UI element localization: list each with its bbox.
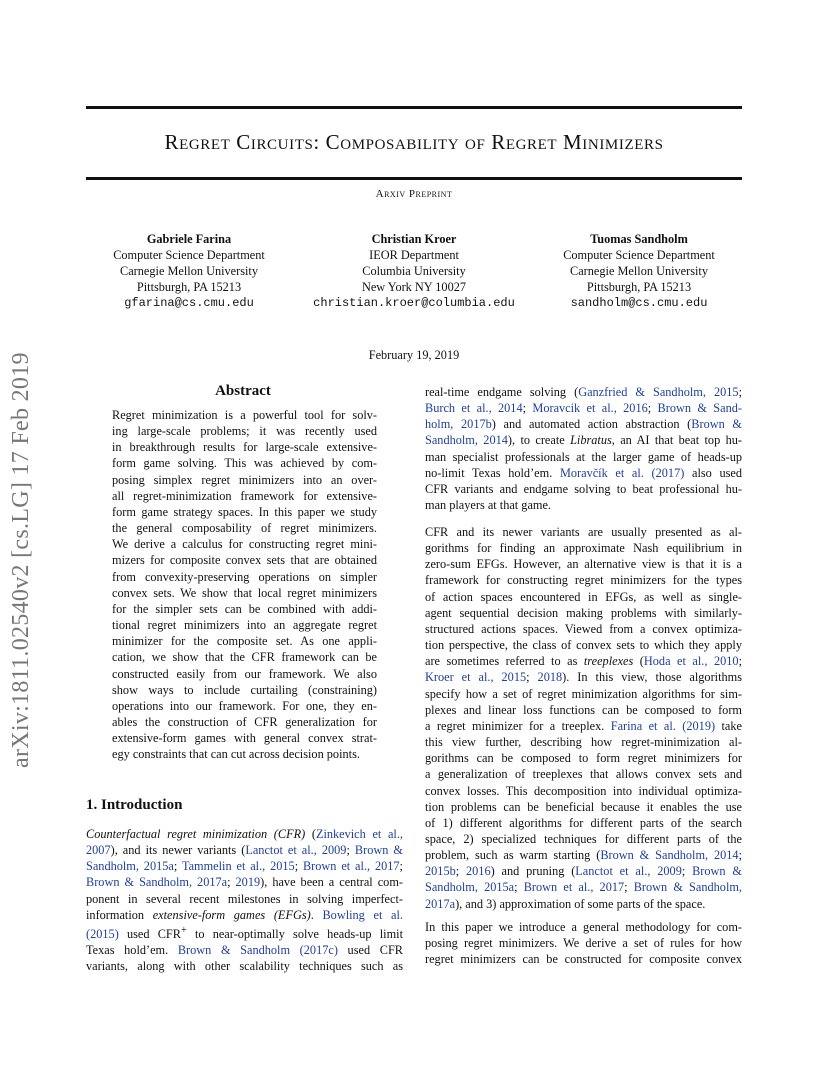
text-line: are sometimes referred to as treeplexes (Hoda et al., 2010; — [425, 654, 742, 669]
citation-link[interactable]: 2015b — [425, 864, 456, 879]
author-university: Carnegie Mellon University — [570, 264, 708, 278]
text-line: framework for constructing regret minimizers for the types — [425, 573, 742, 588]
citation-link[interactable]: Ganzfried & Sandholm, 2015 — [578, 385, 739, 399]
text-line: Brown & Sandholm, 2017a; 2019), have been a central com- — [86, 875, 403, 890]
text-line: posing simplex regret minimizers into an over- — [112, 472, 377, 487]
citation-link[interactable]: 2007 — [86, 843, 111, 858]
citation-link[interactable]: Sandholm, 2014 — [425, 433, 508, 448]
text-line: Texas hold’em. Brown & Sandholm (2017c) used CFR — [86, 943, 403, 958]
text-line: regret minimizers can be constructed for composite convex — [425, 952, 742, 967]
text-line: form game solving. This was achieved by com- — [112, 456, 377, 471]
text-line: 2017a), and 3) approximation of some parts of the space. — [425, 896, 706, 911]
citation-link[interactable]: Tammelin et al., 2015 — [181, 859, 295, 874]
author-name: Tuomas Sandholm — [590, 232, 688, 246]
introduction-heading: 1. Introduction — [86, 797, 183, 813]
author-email[interactable]: christian.kroer@columbia.edu — [313, 296, 515, 310]
text-line: In this paper we introduce a general methodology for com- — [425, 920, 742, 934]
text-line: CFR variants and endgame solving to beat professional hu- — [425, 481, 742, 496]
citation-link[interactable]: Zinkevich et al., — [315, 827, 403, 841]
author-email[interactable]: sandholm@cs.cmu.edu — [570, 296, 708, 310]
text-line: minimizer for the composite set. As one appli- — [112, 634, 377, 649]
text-line: 2015b; 2016) and pruning (Lanctot et al., 2009; Brown & — [425, 864, 742, 879]
text-line: extensive-form games with general convex strat- — [112, 731, 377, 746]
citation-link[interactable]: Sandholm, 2015a — [425, 880, 515, 895]
citation-link[interactable]: Sandholm, 2015a — [86, 859, 174, 874]
text-line: (2015) used CFR+ to near-optimally solve heads-up limit — [86, 924, 403, 942]
citation-link[interactable]: Brown et al., 2017 — [523, 880, 625, 895]
citation-link[interactable]: Brown et al., 2017 — [302, 859, 400, 874]
preprint-label: Arxiv Preprint — [375, 188, 453, 200]
text-line: ing large-scale problems; it was recently used — [112, 424, 377, 439]
text-line: cation, we show that the CFR framework can be — [112, 650, 377, 665]
author-city: Pittsburgh, PA 15213 — [586, 280, 692, 294]
citation-link[interactable]: Lanctot et al., 2009 — [245, 843, 347, 858]
text-line: Counterfactual regret minimization (CFR) (Zinkevich et al., — [86, 827, 403, 841]
top-rule — [86, 106, 742, 109]
abstract-body — [112, 407, 377, 762]
author-block-1 — [96, 231, 282, 311]
text-line: Sandholm, 2014), to create Libratus, an AI that beat top hu- — [425, 433, 742, 448]
text-line: tional regret minimizers into an aggregate regret — [112, 618, 377, 633]
citation-link[interactable]: Brown & Sandholm, — [633, 880, 742, 895]
citation-link[interactable]: Burch et al., 2014 — [425, 401, 523, 416]
text-line: Regret minimization is a powerful tool for solv- — [112, 408, 377, 422]
text-line: man players at that game. — [425, 498, 551, 513]
text-line: Sandholm, 2015a; Tammelin et al., 2015; Brown et al., 2017; — [86, 859, 403, 874]
citation-link[interactable]: 2017a — [425, 896, 456, 911]
paper-title: Regret Circuits: Composability of Regret Minimizers — [164, 130, 664, 154]
title-bottom-rule — [86, 177, 742, 180]
text-line: of action spaces encountered in EFGs, as well as single- — [425, 589, 742, 604]
text-line: holm, 2017b) and automated action abstraction (Brown & — [425, 417, 742, 432]
text-line: convex sets. We show that local regret minimizers — [112, 585, 377, 600]
citation-link[interactable]: 2019 — [235, 875, 261, 890]
author-name: Gabriele Farina — [146, 232, 232, 246]
text-line: a regret minimizer for a treeplex. Farina et al. (2019) take — [425, 718, 742, 733]
text-line: Kroer et al., 2015; 2018). In this view, those algorithms — [425, 670, 742, 685]
citation-link[interactable]: Bowling et al. — [322, 907, 403, 922]
text-line: real-time endgame solving (Ganzfried & Sandholm, 2015; — [425, 385, 742, 399]
text-line: variants, along with other scalability techniques such as — [86, 959, 403, 974]
introduction-paragraph — [86, 826, 403, 975]
abstract-heading: Abstract — [215, 383, 271, 399]
author-email[interactable]: gfarina@cs.cmu.edu — [124, 296, 254, 310]
text-line: operations into our framework. For one, they en- — [112, 698, 377, 713]
author-city: Pittsburgh, PA 15213 — [136, 280, 242, 294]
right-column-paragraph-3 — [425, 919, 742, 967]
citation-link[interactable]: Brown & — [691, 417, 742, 432]
author-city: New York NY 10027 — [361, 280, 467, 294]
text-line: posing regret minimizers. We derive a set of rules for how — [425, 936, 742, 951]
citation-link[interactable]: 2016 — [466, 864, 491, 879]
text-line: in breakthrough results for large-scale extensive- — [112, 440, 377, 455]
citation-link[interactable]: holm, 2017b — [425, 417, 492, 432]
text-line: zero-sum EFGs. However, an alternative view is that it is a — [425, 557, 742, 572]
text-line: agent sequential decision making problems with similarly- — [425, 605, 742, 620]
right-column-paragraph-2 — [425, 524, 742, 912]
text-line: convex losses. This decomposition into individual optimiza- — [425, 783, 742, 798]
citation-link[interactable]: Lanctot et al., 2009 — [575, 864, 682, 879]
author-department: IEOR Department — [369, 248, 459, 262]
citation-link[interactable]: Brown & Sand- — [657, 401, 742, 416]
text-line: ables the construction of CFR generalization for — [112, 714, 377, 729]
author-block-3 — [546, 231, 732, 311]
text-line: a generalization of treeplexes that allows convex sets and — [425, 767, 742, 782]
text-line: form game strategy spaces. In this paper we study — [112, 504, 377, 519]
text-line: We derive a calculus for constructing regret mini- — [112, 537, 377, 552]
text-line: CFR and its newer variants are usually presented as al- — [425, 525, 742, 539]
text-line: this view further, describing how regret-minimization al- — [425, 735, 742, 750]
text-line: egy constraints that can cut across decision points. — [112, 747, 360, 762]
text-line: man specialist professionals at the larger game of heads-up — [425, 449, 742, 464]
text-line: all regret-minimization framework for extensive- — [112, 488, 377, 503]
citation-link[interactable]: Brown & — [354, 843, 403, 858]
text-line: 2007), and its newer variants (Lanctot et al., 2009; Brown & — [86, 843, 403, 858]
text-line: problem, such as warm starting (Brown & Sandholm, 2014; — [425, 848, 743, 863]
author-university: Carnegie Mellon University — [120, 264, 258, 278]
citation-link[interactable]: Moravcik et al., 2016 — [532, 401, 648, 416]
text-line: show ways to include curtailing (constraining) — [112, 682, 377, 697]
text-line: plexes and linear loss functions can be composed to form — [425, 702, 742, 717]
text-line: no-limit Texas hold’em. Moravčík et al. (2017) also used — [425, 465, 742, 480]
text-line: Sandholm, 2015a; Brown et al., 2017; Brown & Sandholm, — [425, 880, 742, 895]
citation-link[interactable]: Brown & — [692, 864, 742, 879]
right-column-paragraph-1 — [425, 384, 742, 513]
author-department: Computer Science Department — [113, 248, 265, 262]
text-line: from convexity-preserving operations on simpler — [112, 569, 377, 584]
text-line: the general composability of regret minimizers. — [112, 521, 377, 536]
text-line: gorithms can be composed to form regret minimizers for — [425, 751, 742, 766]
citation-link[interactable]: (2015) — [86, 927, 119, 942]
citation-link[interactable]: Hoda et al., 2010 — [643, 654, 739, 669]
citation-link[interactable]: Brown & Sandholm (2017c) — [177, 943, 338, 958]
text-line: Burch et al., 2014; Moravcik et al., 2016; Brown & Sand- — [425, 401, 742, 416]
text-line: for the simpler sets can be combined with addi- — [112, 601, 377, 616]
text-line: specify how a set of regret minimization algorithms for sim- — [425, 686, 742, 701]
text-line: gorithms for finding an approximate Nash equilibrium in — [425, 541, 742, 556]
citation-link[interactable]: 2018 — [537, 670, 563, 685]
citation-link[interactable]: Kroer et al., 2015 — [425, 670, 527, 685]
text-line: mizers for composite convex sets that are obtained — [112, 553, 377, 568]
text-line: constructed easily from our framework. We also — [112, 666, 377, 681]
citation-link[interactable]: Brown & Sandholm, 2014 — [600, 848, 739, 863]
text-line: space, 2) specialized techniques for different parts of the — [425, 831, 742, 846]
arxiv-identifier-stamp[interactable]: arXiv:1811.02540v2 [cs.LG] 17 Feb 2019 — [8, 352, 34, 768]
citation-link[interactable]: Brown & Sandholm, 2017a — [86, 875, 228, 890]
paper-date: February 19, 2019 — [368, 348, 460, 362]
citation-link[interactable]: Farina et al. (2019) — [610, 718, 716, 733]
text-line: of 1) different algorithms for different parts of the search — [425, 815, 742, 830]
text-line: tion problems can be beneficial because it enables the use — [425, 799, 742, 814]
author-university: Columbia University — [362, 264, 466, 278]
author-name: Christian Kroer — [371, 232, 457, 246]
text-line: information extensive-form games (EFGs). Bowling et al. — [86, 907, 403, 922]
author-block-2 — [296, 231, 532, 311]
text-line: ponent in several recent milestones in solving imperfect- — [86, 891, 403, 906]
text-line: structured actions spaces. Viewed from a convex optimiza- — [425, 621, 742, 636]
citation-link[interactable]: Moravčík et al. (2017) — [559, 465, 685, 480]
text-line: tion perspective, the class of convex sets to which they apply — [425, 638, 742, 653]
author-department: Computer Science Department — [563, 248, 715, 262]
